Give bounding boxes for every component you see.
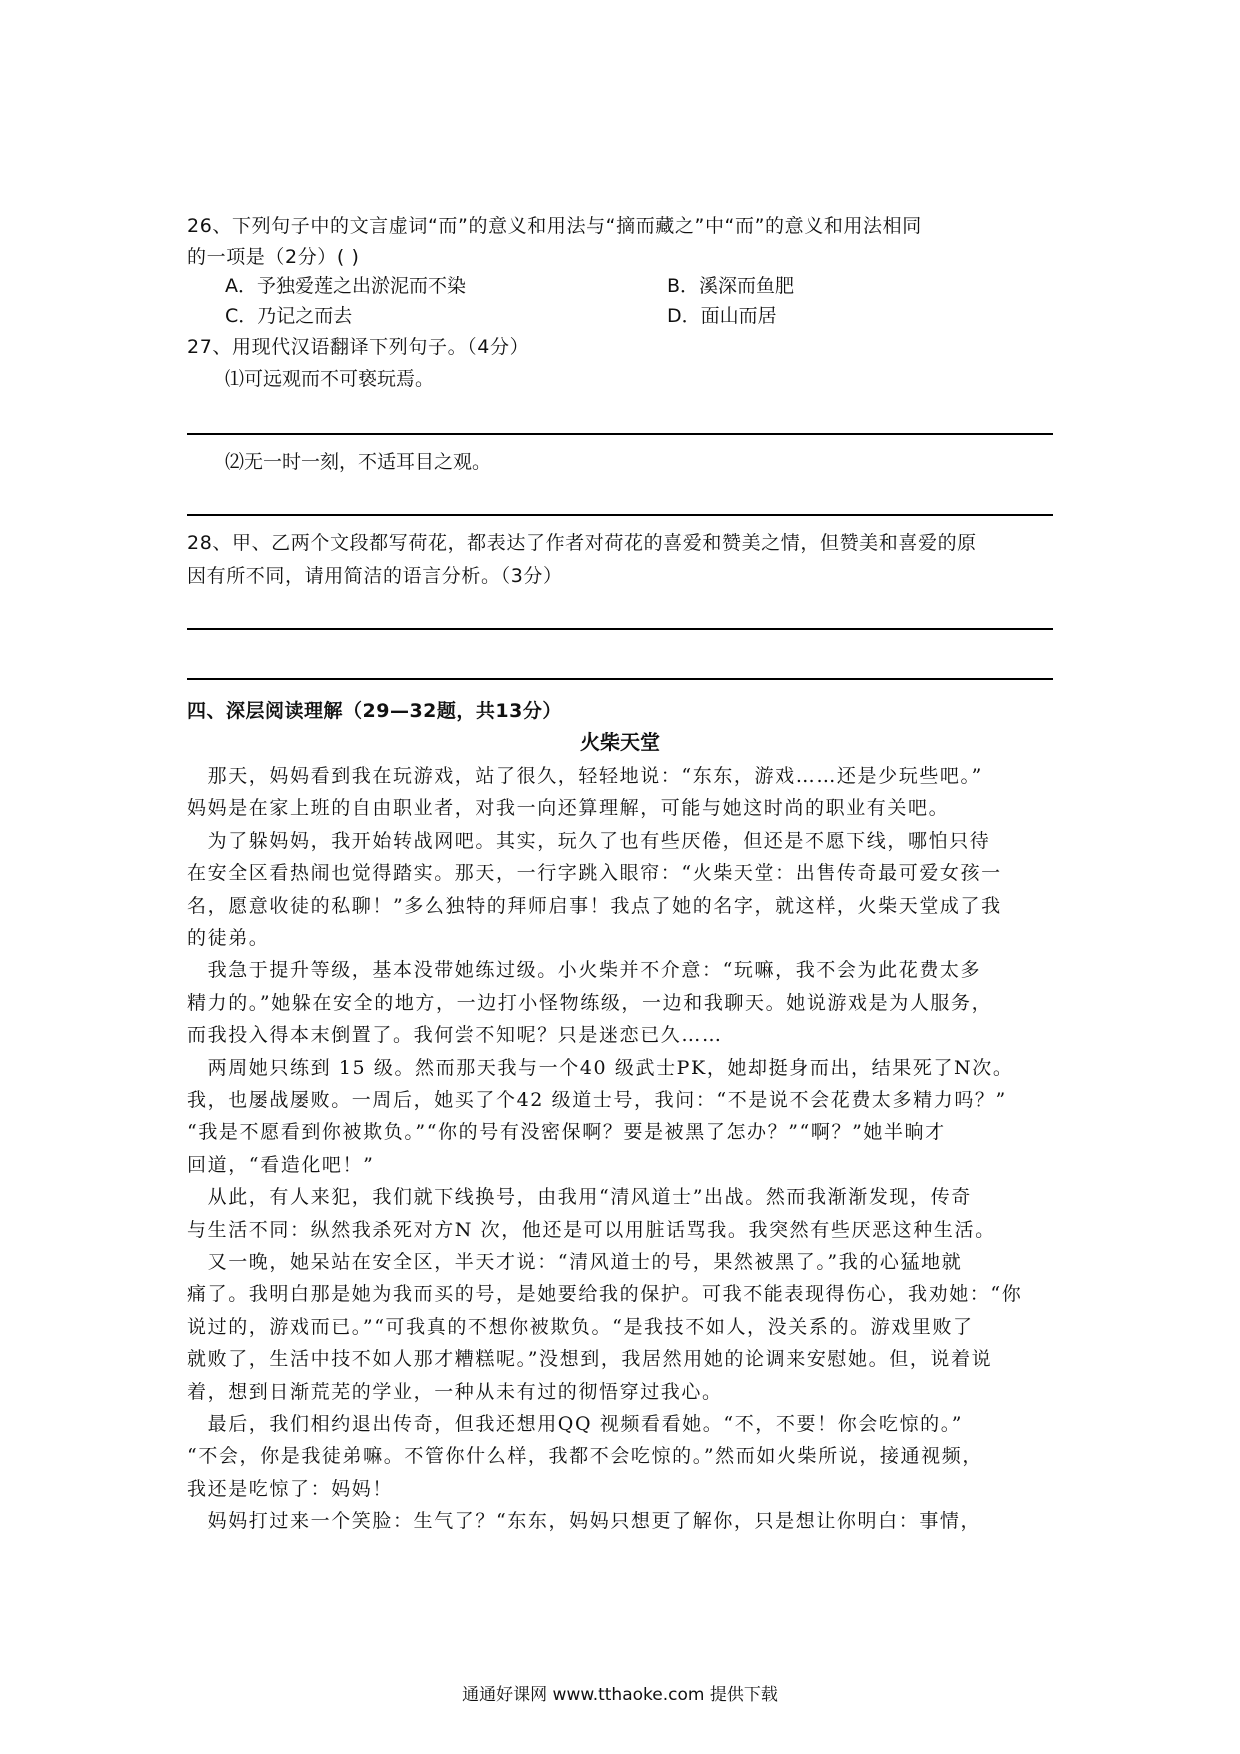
article-line: 那天，妈妈看到我在玩游戏，站了很久，轻轻地说：“东东，游戏……还是少玩些吧。”: [187, 765, 983, 787]
article-line: 为了躲妈妈，我开始转战网吧。其实，玩久了也有些厌倦，但还是不愿下线，哪怕只待: [187, 829, 991, 852]
section-heading: 四、深层阅读理解（29—32题，共13分）: [187, 700, 562, 722]
question-28-line-2: 因有所不同，请用简洁的语言分析。（3分）: [187, 565, 563, 587]
article-line: 精力的。”她躲在安全的地方，一边打小怪物练级，一边和我聊天。她说游戏是为人服务，: [187, 991, 993, 1014]
article-line: 回道，“看造化吧！”: [187, 1153, 375, 1176]
article-line: 的徒弟。: [187, 927, 270, 949]
question-26-line-1: 26、下列句子中的文言虚词“而”的意义和用法与“摘而藏之”中“而”的意义和用法相同: [187, 215, 922, 237]
answer-line[interactable]: [187, 628, 1053, 630]
article-line: 名，愿意收徒的私聊！”多么独特的拜师启事！我点了她的名字，就这样，火柴天堂成了我: [187, 894, 1002, 917]
article-line: 从此，有人来犯，我们就下线换号，由我用“清风道士”出战。然而我渐渐发现，传奇: [187, 1186, 972, 1209]
article-line: 我，也屡战屡败。一周后，她买了个42 级道士号，我问：“不是说不会花费太多精力吗？”: [187, 1089, 1007, 1111]
option-c: C．乃记之而去: [225, 305, 353, 327]
article-line: 与生活不同：纵然我杀死对方N 次，他还是可以用脏话骂我。我突然有些厌恶这种生活。: [187, 1218, 996, 1241]
option-d: D．面山而居: [667, 305, 777, 327]
option-a: A．予独爱莲之出淤泥而不染: [225, 275, 466, 297]
option-b: B．溪深而鱼肥: [667, 275, 795, 297]
article-line: 而我投入得本末倒置了。我何尝不知呢？只是迷恋已久……: [187, 1024, 723, 1047]
article-line: 着，想到日渐荒芜的学业，一种从未有过的彻悟穿过我心。: [187, 1380, 723, 1403]
question-27-item-2: ⑵无一时一刻，不适耳目之观。: [225, 451, 492, 473]
article-line: 在安全区看热闹也觉得踏实。那天，一行字跳入眼帘：“火柴天堂：出售传奇最可爱女孩一: [187, 862, 1002, 885]
article-title: 火柴天堂: [580, 730, 660, 754]
answer-line[interactable]: [187, 514, 1053, 516]
article-line: 妈妈是在家上班的自由职业者，对我一向还算理解，可能与她这时尚的职业有关吧。: [187, 797, 950, 820]
article-line: 两周她只练到 15 级。然而那天我与一个40 级武士PK，她却挺身而出，结果死了N次。: [187, 1056, 1014, 1079]
article-line: 最后，我们相约退出传奇，但我还想用QQ 视频看看她。“不，不要！你会吃惊的。”: [187, 1413, 964, 1435]
answer-line[interactable]: [187, 433, 1053, 435]
question-27-item-1: ⑴可远观而不可亵玩焉。: [225, 368, 435, 390]
article-line: 我急于提升等级，基本没带她练过级。小火柴并不介意：“玩嘛，我不会为此花费太多: [187, 959, 982, 982]
article-line: 又一晚，她呆站在安全区，半天才说：“清风道士的号，果然被黑了。”我的心猛地就: [187, 1251, 963, 1273]
article-line: 说过的，游戏而已。”“可我真的不想你被欺负。“是我技不如人，没关系的。游戏里败了: [187, 1315, 974, 1338]
article-line: 我还是吃惊了：妈妈！: [187, 1477, 394, 1500]
question-28-line-1: 28、甲、乙两个文段都写荷花，都表达了作者对荷花的喜爱和赞美之情，但赞美和喜爱的原: [187, 532, 977, 554]
footer-credit: 通通好课网 www.tthaoke.com 提供下载: [462, 1685, 778, 1705]
article-line: 就败了，生活中技不如人那才糟糕呢。”没想到，我居然用她的论调来安慰她。但，说着说: [187, 1348, 993, 1371]
question-27-prompt: 27、用现代汉语翻译下列句子。（4分）: [187, 336, 530, 358]
question-26-line-2: 的一项是（2分）( ): [187, 246, 360, 268]
article-line: 痛了。我明白那是她为我而买的号，是她要给我的保护。可我不能表现得伤心，我劝她：“你: [187, 1283, 1023, 1306]
article-line: “我是不愿看到你被欺负。”“你的号有没密保啊？要是被黑了怎办？”“啊？”她半晌才: [187, 1121, 946, 1144]
article-line: “不会，你是我徒弟嘛。不管你什么样，我都不会吃惊的。”然而如火柴所说，接通视频，: [187, 1445, 983, 1468]
article-line: 妈妈打过来一个笑脸：生气了？“东东，妈妈只想更了解你，只是想让你明白：事情，: [187, 1510, 982, 1533]
answer-line[interactable]: [187, 678, 1053, 680]
